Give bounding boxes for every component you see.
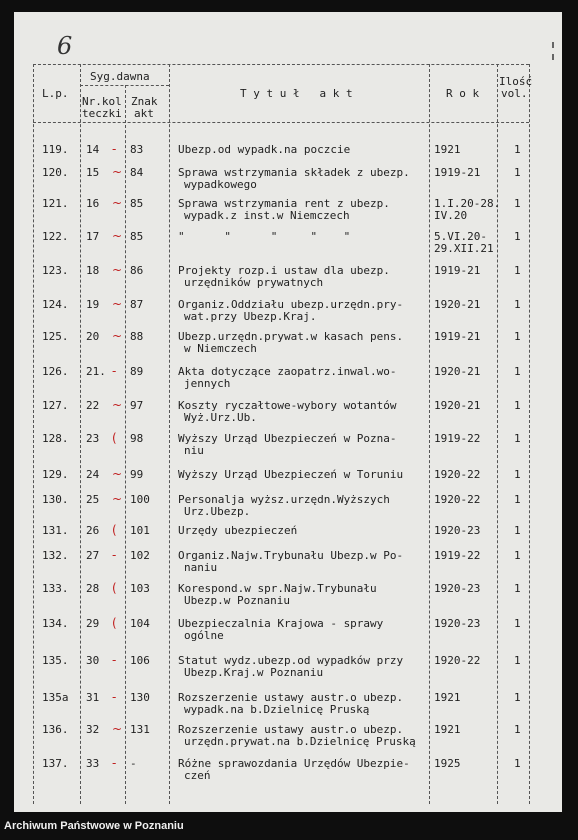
row-lp: 120. bbox=[42, 166, 69, 179]
header-ilosc-1: Ilość bbox=[499, 75, 533, 88]
row-title-line2: czeń bbox=[184, 769, 211, 782]
row-volumes: 1 bbox=[514, 549, 521, 562]
row-zn: 97 bbox=[130, 399, 144, 412]
row-nr: 25 bbox=[86, 493, 100, 506]
row-title-line2: w Niemczech bbox=[184, 342, 257, 355]
margin-tick bbox=[552, 42, 554, 48]
row-volumes: 1 bbox=[514, 230, 521, 243]
pencil-mark: ( bbox=[112, 581, 117, 595]
row-title-line1: Wyższy Urząd Ubezpieczeń w Pozna- bbox=[178, 432, 397, 445]
row-year: 1920-21 bbox=[434, 298, 481, 311]
row-year: 1919-22 bbox=[434, 432, 481, 445]
row-lp: 137. bbox=[42, 757, 69, 770]
row-title-line1: Organiz.Oddziału ubezp.urzędn.pry- bbox=[178, 298, 404, 311]
row-nr: 24 bbox=[86, 468, 100, 481]
header-zn-1: Znak bbox=[131, 95, 158, 108]
pencil-mark: - bbox=[112, 690, 117, 704]
row-volumes: 1 bbox=[514, 493, 521, 506]
row-title-line1: Rozszerzenie ustawy austr.o ubezp. bbox=[178, 723, 404, 736]
row-nr: 32 bbox=[86, 723, 100, 736]
row-title-line2: urzędn.prywat.na b.Dzielnicę Pruską bbox=[184, 735, 416, 748]
row-volumes: 1 bbox=[514, 365, 521, 378]
pencil-mark: ( bbox=[112, 616, 117, 630]
row-lp: 135a bbox=[42, 691, 69, 704]
row-title-line1: Sprawa wstrzymania rent z ubezp. bbox=[178, 197, 390, 210]
row-year: 1919-22 bbox=[434, 549, 481, 562]
row-volumes: 1 bbox=[514, 617, 521, 630]
header-nr-2: teczki bbox=[82, 107, 122, 120]
row-nr: 22 bbox=[86, 399, 100, 412]
row-year: 5.VI.20- bbox=[434, 230, 487, 243]
row-lp: 130. bbox=[42, 493, 69, 506]
pencil-mark: ~ bbox=[112, 229, 123, 243]
row-volumes: 1 bbox=[514, 432, 521, 445]
row-title-line1: Organiz.Najw.Trybunału Ubezp.w Po- bbox=[178, 549, 404, 562]
row-lp: 131. bbox=[42, 524, 69, 537]
row-title-line1: " " " " " bbox=[178, 230, 351, 243]
row-zn: 84 bbox=[130, 166, 144, 179]
row-title-line2: wat.przy Ubezp.Kraj. bbox=[184, 310, 317, 323]
row-year: 1.I.20-28. bbox=[434, 197, 501, 210]
header-bottom-line bbox=[33, 122, 529, 123]
row-title-line1: Ubezpieczalnia Krajowa - sprawy bbox=[178, 617, 384, 630]
row-title-line2: Urz.Ubezp. bbox=[184, 505, 251, 518]
row-zn: 99 bbox=[130, 468, 144, 481]
row-volumes: 1 bbox=[514, 330, 521, 343]
row-title-line2: niu bbox=[184, 444, 204, 457]
row-title-line1: Urzędy ubezpieczeń bbox=[178, 524, 298, 537]
pencil-mark: ~ bbox=[112, 165, 123, 179]
row-title-line1: Wyższy Urząd Ubezpieczeń w Toruniu bbox=[178, 468, 404, 481]
row-nr: 27 bbox=[86, 549, 100, 562]
row-year: 1920-22 bbox=[434, 493, 481, 506]
row-lp: 119. bbox=[42, 143, 69, 156]
row-year: 1920-23 bbox=[434, 582, 481, 595]
pencil-mark: - bbox=[112, 364, 117, 378]
row-title-line1: Rozszerzenie ustawy austr.o ubezp. bbox=[178, 691, 404, 704]
row-year: 1925 bbox=[434, 757, 461, 770]
row-nr: 33 bbox=[86, 757, 100, 770]
pencil-mark: - bbox=[112, 653, 117, 667]
pencil-mark: ~ bbox=[112, 492, 123, 506]
row-title-line2: jennych bbox=[184, 377, 231, 390]
pencil-mark: ~ bbox=[112, 398, 123, 412]
row-year: 1920-22 bbox=[434, 654, 481, 667]
row-year: 1920-23 bbox=[434, 524, 481, 537]
row-zn: - bbox=[130, 757, 137, 770]
pencil-mark: - bbox=[112, 142, 117, 156]
row-lp: 121. bbox=[42, 197, 69, 210]
column-line bbox=[80, 64, 81, 804]
row-nr: 18 bbox=[86, 264, 100, 277]
row-zn: 130 bbox=[130, 691, 150, 704]
archive-footer bbox=[0, 812, 578, 840]
row-nr: 15 bbox=[86, 166, 100, 179]
row-title-line1: Korespond.w spr.Najw.Trybunału bbox=[178, 582, 377, 595]
row-lp: 124. bbox=[42, 298, 69, 311]
column-line bbox=[169, 64, 170, 804]
header-ilosc-2: vol. bbox=[501, 87, 528, 100]
row-title-line2: naniu bbox=[184, 561, 218, 574]
row-volumes: 1 bbox=[514, 723, 521, 736]
header-lp: L.p. bbox=[42, 87, 69, 100]
row-lp: 135. bbox=[42, 654, 69, 667]
row-volumes: 1 bbox=[514, 399, 521, 412]
row-lp: 134. bbox=[42, 617, 69, 630]
row-nr: 21. bbox=[86, 365, 106, 378]
pencil-mark: ( bbox=[112, 431, 117, 445]
row-zn: 88 bbox=[130, 330, 144, 343]
row-zn: 98 bbox=[130, 432, 144, 445]
row-title-line1: Ubezp.urzędn.prywat.w kasach pens. bbox=[178, 330, 404, 343]
row-title-line1: Ubezp.od wypadk.na poczcie bbox=[178, 143, 351, 156]
column-line bbox=[429, 64, 430, 804]
row-zn: 106 bbox=[130, 654, 150, 667]
row-zn: 89 bbox=[130, 365, 144, 378]
row-title-line1: Personalja wyższ.urzędn.Wyższych bbox=[178, 493, 390, 506]
row-nr: 19 bbox=[86, 298, 100, 311]
footer-label: Archiwum Państwowe w Poznaniu bbox=[4, 820, 184, 832]
row-volumes: 1 bbox=[514, 691, 521, 704]
pencil-mark: ( bbox=[112, 523, 117, 537]
row-zn: 100 bbox=[130, 493, 150, 506]
document-page bbox=[14, 12, 562, 812]
row-volumes: 1 bbox=[514, 298, 521, 311]
row-year: 1920-21 bbox=[434, 399, 481, 412]
row-lp: 126. bbox=[42, 365, 69, 378]
row-nr: 23 bbox=[86, 432, 100, 445]
row-zn: 104 bbox=[130, 617, 150, 630]
row-title-line2: wypadk.z inst.w Niemczech bbox=[184, 209, 350, 222]
row-lp: 125. bbox=[42, 330, 69, 343]
row-nr: 31 bbox=[86, 691, 100, 704]
row-volumes: 1 bbox=[514, 468, 521, 481]
row-year: 1920-21 bbox=[434, 365, 481, 378]
column-line bbox=[33, 64, 34, 804]
header-syg: Syg.dawna bbox=[90, 70, 150, 83]
row-volumes: 1 bbox=[514, 757, 521, 770]
row-lp: 123. bbox=[42, 264, 69, 277]
row-title-line1: Akta dotyczące zaopatrz.inwal.wo- bbox=[178, 365, 397, 378]
row-title-line2: wypadk.na b.Dzielnicę Pruską bbox=[184, 703, 370, 716]
pencil-mark: ~ bbox=[112, 263, 123, 277]
row-title-line2: urzędników prywatnych bbox=[184, 276, 324, 289]
row-year-line2: 29.XII.21 bbox=[434, 242, 494, 255]
row-title-line2: ogólne bbox=[184, 629, 224, 642]
column-line bbox=[125, 85, 126, 804]
row-year: 1919-21 bbox=[434, 330, 481, 343]
row-title-line2: Wyż.Urz.Ub. bbox=[184, 411, 257, 424]
row-nr: 20 bbox=[86, 330, 100, 343]
row-nr: 30 bbox=[86, 654, 100, 667]
row-nr: 29 bbox=[86, 617, 100, 630]
column-line bbox=[497, 64, 498, 804]
pencil-mark: ~ bbox=[112, 467, 123, 481]
table-top-line bbox=[33, 64, 529, 65]
row-lp: 136. bbox=[42, 723, 69, 736]
page-number: 6 bbox=[57, 32, 73, 60]
margin-tick bbox=[552, 54, 554, 60]
row-nr: 28 bbox=[86, 582, 100, 595]
pencil-mark: ~ bbox=[112, 297, 123, 311]
row-lp: 127. bbox=[42, 399, 69, 412]
pencil-mark: ~ bbox=[112, 722, 123, 736]
row-nr: 17 bbox=[86, 230, 100, 243]
row-year: 1920-22 bbox=[434, 468, 481, 481]
row-zn: 85 bbox=[130, 197, 144, 210]
row-title-line2: wypadkowego bbox=[184, 178, 257, 191]
row-zn: 131 bbox=[130, 723, 150, 736]
row-title-line2: Ubezp.Kraj.w Poznaniu bbox=[184, 666, 324, 679]
row-year: 1919-21 bbox=[434, 264, 481, 277]
row-lp: 122. bbox=[42, 230, 69, 243]
row-zn: 86 bbox=[130, 264, 144, 277]
row-zn: 83 bbox=[130, 143, 144, 156]
row-year: 1919-21 bbox=[434, 166, 481, 179]
row-title-line1: Projekty rozp.i ustaw dla ubezp. bbox=[178, 264, 390, 277]
row-year: 1921 bbox=[434, 691, 461, 704]
row-title-line1: Statut wydz.ubezp.od wypadków przy bbox=[178, 654, 404, 667]
row-lp: 133. bbox=[42, 582, 69, 595]
row-nr: 16 bbox=[86, 197, 100, 210]
row-title-line1: Sprawa wstrzymania składek z ubezp. bbox=[178, 166, 410, 179]
pencil-mark: - bbox=[112, 548, 117, 562]
row-title-line1: Różne sprawozdania Urzędów Ubezpie- bbox=[178, 757, 410, 770]
header-nr-1: Nr.kol bbox=[82, 95, 122, 108]
row-lp: 129. bbox=[42, 468, 69, 481]
pencil-mark: ~ bbox=[112, 196, 123, 210]
row-volumes: 1 bbox=[514, 264, 521, 277]
pencil-mark: - bbox=[112, 756, 117, 770]
header-zn-2: akt bbox=[134, 107, 154, 120]
row-zn: 102 bbox=[130, 549, 150, 562]
row-title-line2: Ubezp.w Poznaniu bbox=[184, 594, 290, 607]
row-volumes: 1 bbox=[514, 197, 521, 210]
row-zn: 101 bbox=[130, 524, 150, 537]
row-volumes: 1 bbox=[514, 654, 521, 667]
row-nr: 26 bbox=[86, 524, 100, 537]
header-sub-line bbox=[80, 85, 169, 86]
row-nr: 14 bbox=[86, 143, 100, 156]
row-year: 1920-23 bbox=[434, 617, 481, 630]
row-volumes: 1 bbox=[514, 143, 521, 156]
row-year: 1921 bbox=[434, 143, 461, 156]
row-zn: 85 bbox=[130, 230, 144, 243]
header-rok: R o k bbox=[446, 87, 480, 100]
column-line bbox=[529, 64, 530, 804]
header-tytul: T y t u ł a k t bbox=[240, 87, 353, 100]
row-lp: 132. bbox=[42, 549, 69, 562]
row-year: 1921 bbox=[434, 723, 461, 736]
row-volumes: 1 bbox=[514, 524, 521, 537]
row-year-line2: IV.20 bbox=[434, 209, 468, 222]
row-volumes: 1 bbox=[514, 582, 521, 595]
row-volumes: 1 bbox=[514, 166, 521, 179]
row-title-line1: Koszty ryczałtowe-wybory wotantów bbox=[178, 399, 397, 412]
row-lp: 128. bbox=[42, 432, 69, 445]
row-zn: 87 bbox=[130, 298, 144, 311]
pencil-mark: ~ bbox=[112, 329, 123, 343]
row-zn: 103 bbox=[130, 582, 150, 595]
